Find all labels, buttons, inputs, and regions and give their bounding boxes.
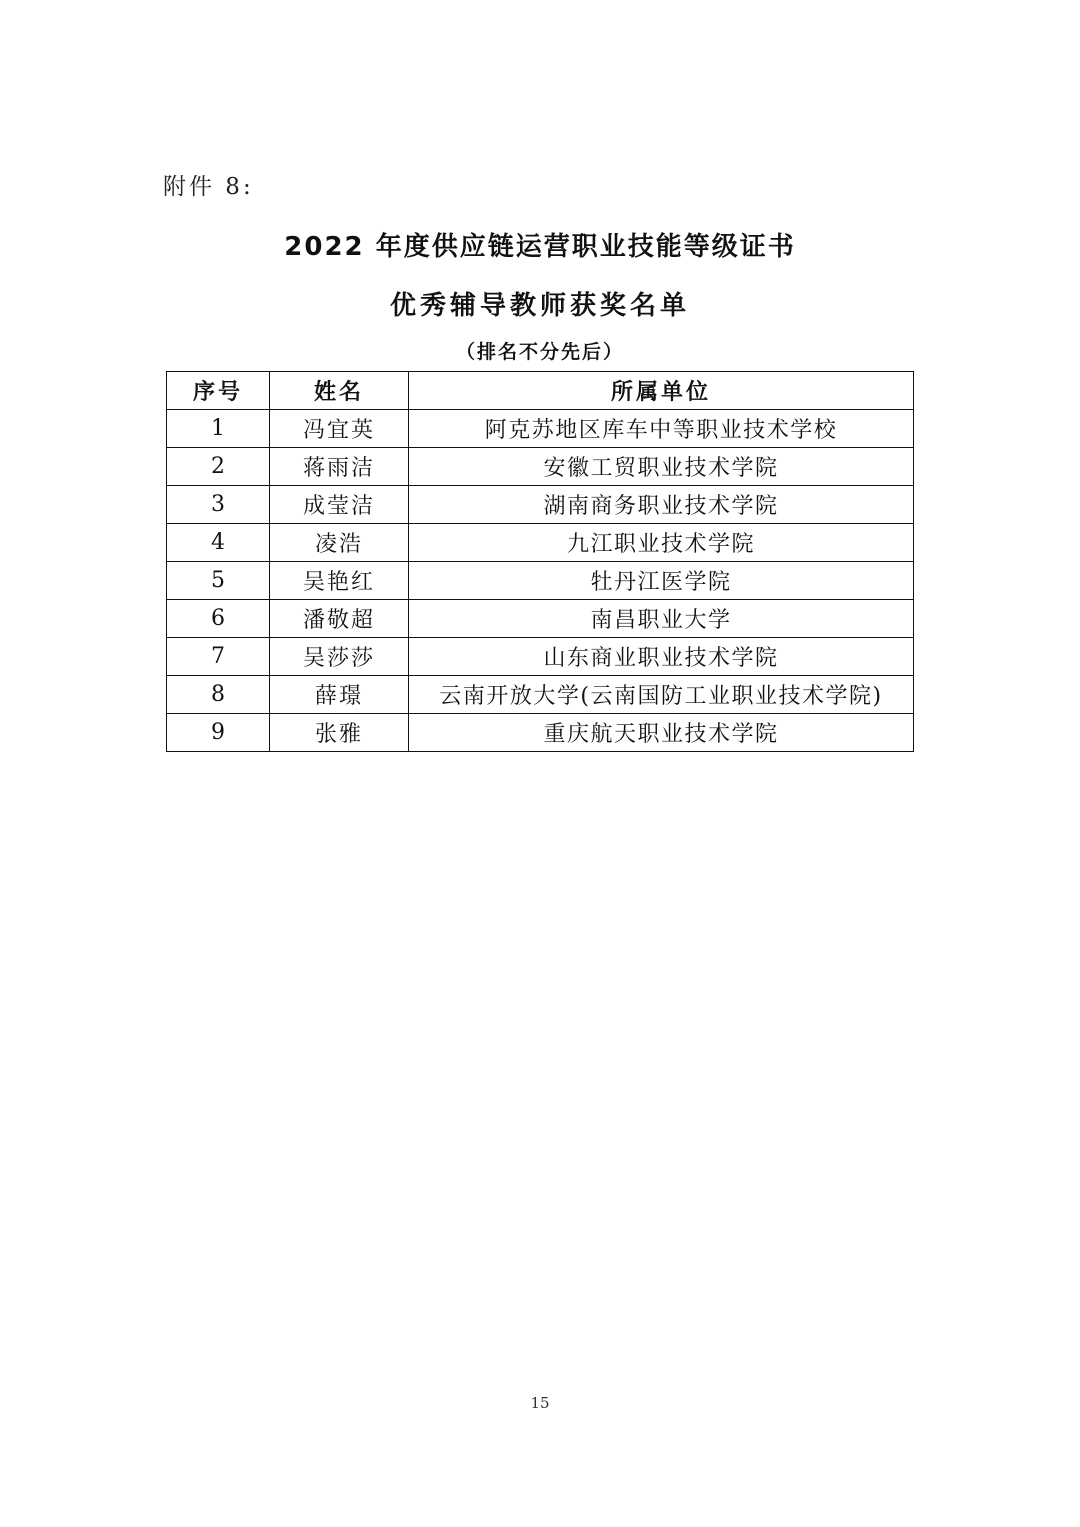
ranking-note: （排名不分先后）	[455, 341, 624, 363]
attachment-label: 附件 8:	[163, 174, 254, 200]
row-number: 1	[167, 410, 270, 448]
page-number: 15	[530, 1394, 550, 1412]
row-number: 2	[167, 448, 270, 486]
table-row	[167, 714, 914, 752]
award-table	[166, 371, 914, 752]
table-row	[167, 600, 914, 638]
row-number: 6	[167, 600, 270, 638]
table-header-row	[167, 372, 914, 410]
row-name: 潘敬超	[270, 600, 409, 638]
row-number: 8	[167, 676, 270, 714]
row-affiliation: 牡丹江医学院	[409, 562, 914, 600]
table-row	[167, 524, 914, 562]
document-title-line-2: 优秀辅导教师获奖名单	[389, 291, 690, 321]
row-number: 3	[167, 486, 270, 524]
table-row	[167, 486, 914, 524]
row-name: 张雅	[270, 714, 409, 752]
row-name: 薛璟	[270, 676, 409, 714]
row-name: 吴莎莎	[270, 638, 409, 676]
row-name: 蒋雨洁	[270, 448, 409, 486]
row-affiliation: 南昌职业大学	[409, 600, 914, 638]
row-affiliation: 云南开放大学(云南国防工业职业技术学院)	[409, 676, 914, 714]
row-affiliation: 阿克苏地区库车中等职业技术学校	[409, 410, 914, 448]
row-affiliation: 安徽工贸职业技术学院	[409, 448, 914, 486]
table-row	[167, 562, 914, 600]
row-affiliation: 九江职业技术学院	[409, 524, 914, 562]
row-affiliation: 湖南商务职业技术学院	[409, 486, 914, 524]
row-affiliation: 山东商业职业技术学院	[409, 638, 914, 676]
table-row	[167, 448, 914, 486]
row-name: 吴艳红	[270, 562, 409, 600]
table-row	[167, 676, 914, 714]
row-number: 9	[167, 714, 270, 752]
row-number: 4	[167, 524, 270, 562]
table-row	[167, 638, 914, 676]
header-serial-number: 序号	[167, 372, 270, 410]
document-title-line-1: 2022 年度供应链运营职业技能等级证书	[284, 232, 796, 262]
row-name: 冯宜英	[270, 410, 409, 448]
row-name: 成莹洁	[270, 486, 409, 524]
header-affiliation: 所属单位	[409, 372, 914, 410]
table-row	[167, 410, 914, 448]
row-affiliation: 重庆航天职业技术学院	[409, 714, 914, 752]
header-name: 姓名	[270, 372, 409, 410]
row-number: 7	[167, 638, 270, 676]
row-number: 5	[167, 562, 270, 600]
row-name: 凌浩	[270, 524, 409, 562]
